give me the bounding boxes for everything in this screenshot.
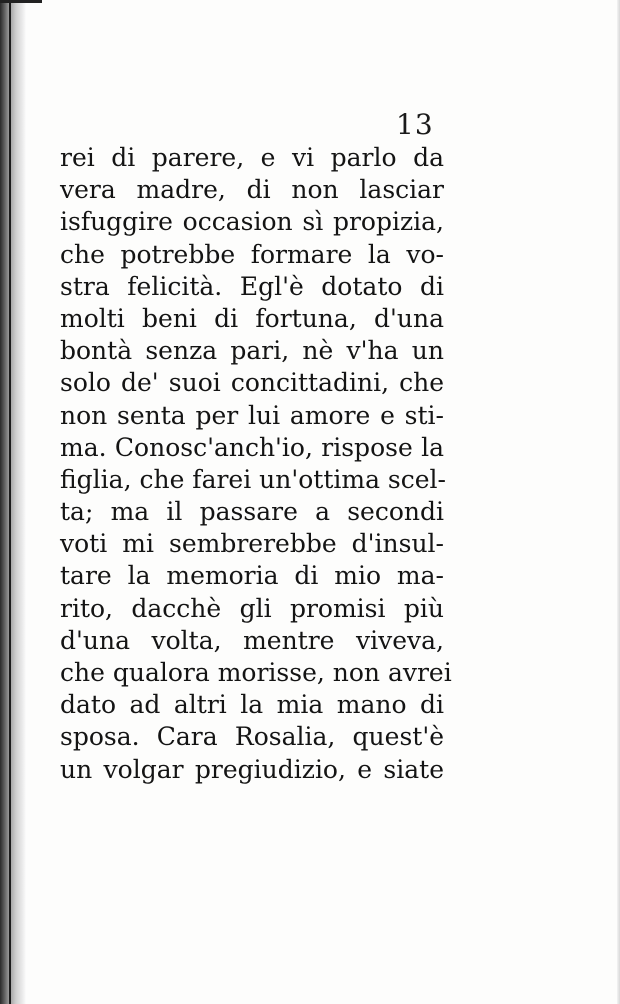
text-line: ma. Conosc'anch'io, rispose la	[60, 432, 444, 462]
page-binding-line	[9, 0, 11, 1004]
text-line: dato ad altri la mia mano di	[60, 690, 444, 720]
body-text	[60, 142, 452, 786]
text-line: ta; ma il passare a secondi	[60, 497, 444, 527]
text-line: stra felicità. Egl'è dotato di	[60, 271, 444, 301]
top-edge-mark	[0, 0, 42, 3]
text-line: rei di parere, e vi parlo da	[60, 143, 444, 172]
text-line: voti mi sembrerebbe d'insul-	[60, 529, 444, 559]
text-line: molti beni di fortuna, d'una	[60, 303, 444, 333]
page-number: 13	[396, 108, 434, 141]
text-line: solo de' suoi concittadini, che	[60, 368, 444, 398]
text-line: sposa. Cara Rosalia, quest'è	[60, 722, 444, 752]
page-binding-shadow	[0, 0, 26, 1004]
text-line: che potrebbe formare la vo-	[60, 239, 444, 269]
text-line: vera madre, di non lasciar	[60, 175, 444, 205]
text-line: che qualora morisse, non avrei	[60, 658, 452, 687]
text-line: tare la memoria di mio ma-	[60, 561, 444, 591]
text-line: d'una volta, mentre viveva,	[60, 625, 444, 655]
text-line: un volgar pregiudizio, e siate	[60, 754, 444, 784]
text-line: rito, dacchè gli promisi più	[60, 593, 444, 623]
text-line: isfuggire occasion sì propizia,	[60, 207, 444, 237]
text-line: bontà senza pari, nè v'ha un	[60, 336, 444, 366]
text-line: non senta per lui amore e sti-	[60, 400, 444, 430]
text-line: figlia, che farei un'ottima scel-	[60, 464, 446, 494]
